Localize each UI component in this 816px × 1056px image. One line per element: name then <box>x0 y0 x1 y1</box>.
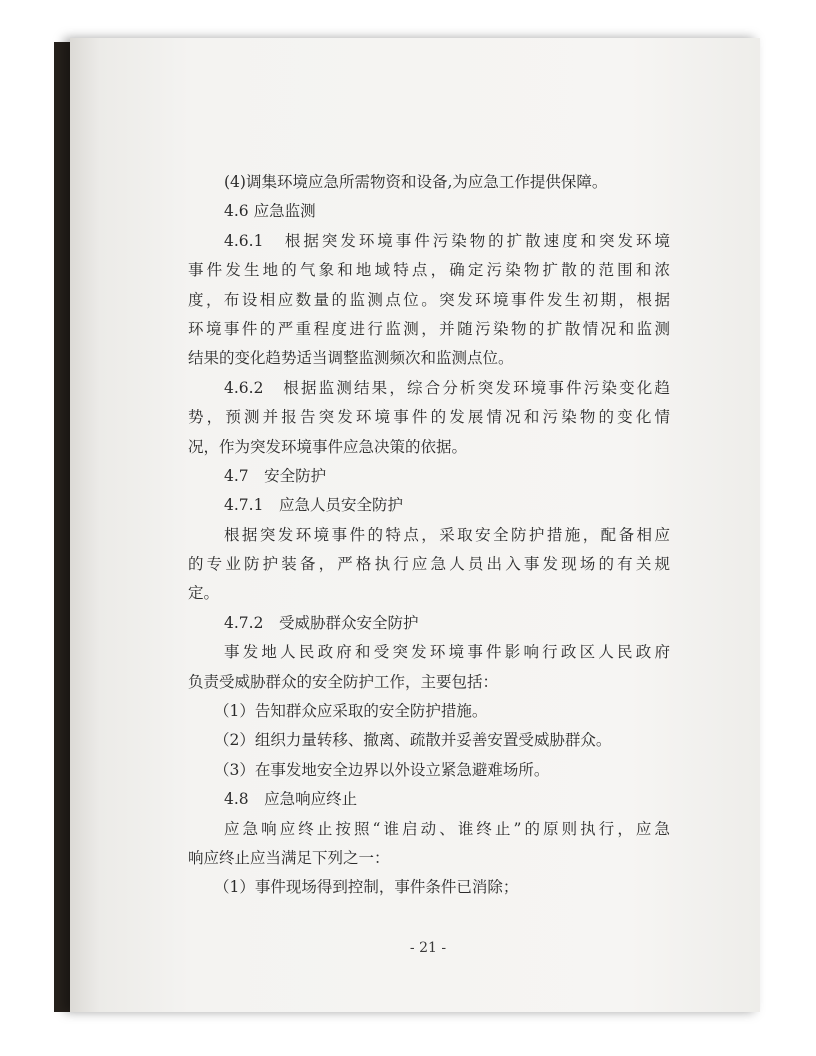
text-line: 势，预测并报告突发环境事件的发展情况和污染物的变化情 <box>188 408 670 427</box>
list-item: （1）告知群众应采取的安全防护措施。 <box>214 702 488 721</box>
page-number: - 21 - <box>409 940 447 956</box>
subsection-heading: 4.7.2 受威胁群众安全防护 <box>224 613 419 632</box>
subsection-heading: 4.7.1 应急人员安全防护 <box>224 496 403 515</box>
text-line: 定。 <box>188 584 220 603</box>
list-item: （2）组织力量转移、撤离、疏散并妥善安置受威胁群众。 <box>214 731 612 750</box>
section-heading: 4.7 安全防护 <box>224 466 327 485</box>
list-item: （1）事件现场得到控制，事件条件已消除； <box>214 878 519 897</box>
text-line: 结果的变化趋势适当调整监测频次和监测点位。 <box>188 349 514 368</box>
section-heading: 4.6 应急监测 <box>224 202 316 221</box>
text-line: 4.6.1 根据突发环境事件污染物的扩散速度和突发环境 <box>224 231 670 250</box>
text-line: 度，布设相应数量的监测点位。突发环境事件发生初期，根据 <box>188 290 670 309</box>
list-item: （3）在事发地安全边界以外设立紧急避难场所。 <box>214 760 550 779</box>
text-line: 负责受威胁群众的安全防护工作，主要包括： <box>188 672 499 691</box>
text-line: 事件发生地的气象和地域特点，确定污染物扩散的范围和浓 <box>188 261 670 280</box>
text-line: 况，作为突发环境事件应急决策的依据。 <box>188 437 468 456</box>
text-line: 事发地人民政府和受突发环境事件影响行政区人民政府 <box>224 643 670 662</box>
text-line: 的专业防护装备，严格执行应急人员出入事发现场的有关规 <box>188 555 670 574</box>
text-line: 应急响应终止按照“谁启动、谁终止”的原则执行，应急 <box>224 819 670 838</box>
text-line: 根据突发环境事件的特点，采取安全防护措施，配备相应 <box>224 525 670 544</box>
text-line: 环境事件的严重程度进行监测，并随污染物的扩散情况和监测 <box>188 319 670 338</box>
text-line: 响应终止应当满足下列之一： <box>188 848 390 867</box>
text-line: 4.6.2 根据监测结果，综合分析突发环境事件污染变化趋 <box>224 378 670 397</box>
section-heading: 4.8 应急响应终止 <box>224 790 358 809</box>
text-line: (4)调集环境应急所需物资和设备,为应急工作提供保障。 <box>224 173 608 191</box>
document-body <box>188 168 670 903</box>
